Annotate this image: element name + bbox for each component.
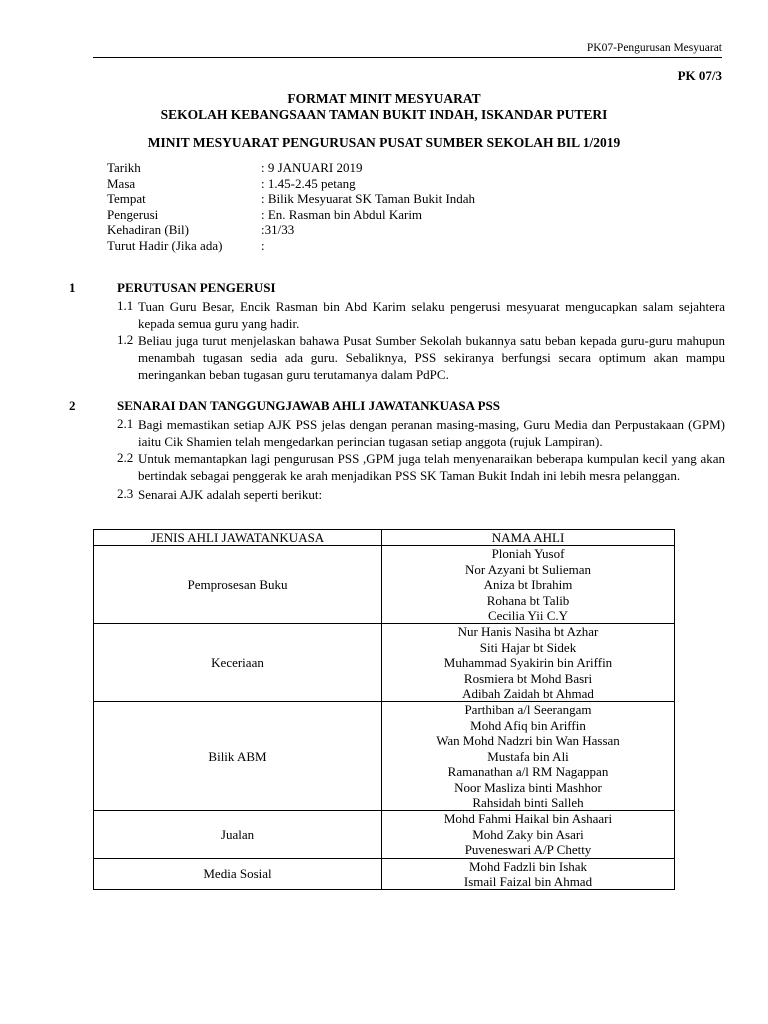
section-heading: [69, 398, 725, 414]
committee-category: Keceriaan: [94, 624, 382, 702]
member-name: Mohd Afiq bin Ariffin: [470, 717, 586, 733]
committee-category: Media Sosial: [94, 858, 382, 890]
section-number: 2: [69, 398, 76, 413]
member-name: Mohd Zaky bin Asari: [472, 826, 584, 842]
table-header-row: [94, 530, 675, 546]
meta-label: Kehadiran (Bil): [107, 222, 189, 237]
meta-value: : 9 JANUARI 2019: [261, 160, 363, 175]
member-name: Wan Mohd Nadzri bin Wan Hassan: [436, 733, 620, 749]
document-code: PK07-Pengurusan Mesyuarat: [586, 42, 722, 54]
member-name: Ramanathan a/l RM Nagappan: [447, 764, 609, 780]
title-line-1: FORMAT MINIT MESYUARAT: [287, 91, 481, 106]
section-heading: [69, 280, 725, 296]
agenda-item: [117, 486, 725, 503]
item-text: Bagi memastikan setiap AJK PSS jelas dengan peranan masing-masing, Guru Media dan Perpustakaan (GPM) iaitu Cik Shamien telah mengedarkan perincian tugasan setiap anggota (rujuk Lampiran).: [138, 417, 725, 449]
header-rule: [93, 57, 722, 58]
item-number: 1.2: [117, 332, 134, 347]
section-2: [69, 398, 725, 503]
title-line-2: SEKOLAH KEBANGSAAN TAMAN BUKIT INDAH, ISKANDAR PUTERI: [160, 107, 608, 122]
section-1: [69, 280, 725, 383]
member-name: Noor Masliza binti Mashhor: [454, 779, 602, 795]
meta-row-also-present: [107, 238, 475, 254]
committee-members: [382, 811, 675, 858]
meta-label: Pengerusi: [107, 206, 159, 222]
item-number: 2.2: [117, 450, 134, 465]
table-row: [94, 546, 675, 624]
document-titles: [0, 91, 768, 151]
meta-label: Turut Hadir (Jika ada): [107, 237, 223, 253]
meta-value: : 1.45-2.45 petang: [261, 175, 356, 191]
table-row: [94, 624, 675, 702]
meta-label: Masa: [107, 175, 136, 191]
column-header: JENIS AHLI JAWATANKUASA: [94, 530, 382, 546]
meta-value: : Bilik Mesyuarat SK Taman Bukit Indah: [261, 191, 476, 206]
item-number: 2.1: [117, 416, 134, 431]
item-text: Untuk memantapkan lagi pengurusan PSS ,GPM juga telah menyenaraikan beberapa kumpulan kecil yang akan bertindak sebagai penggerak ke arah menjadikan PSS SK Taman Bukit Indah ini lebih mesra pelanggan.: [138, 451, 725, 483]
agenda-item: [117, 450, 725, 484]
section-title: SENARAI DAN TANGGUNGJAWAB AHLI JAWATANKUASA PSS: [117, 398, 500, 413]
title-line-3: MINIT MESYUARAT PENGURUSAN PUSAT SUMBER SEKOLAH BIL 1/2019: [147, 135, 621, 150]
meta-row-date: [107, 160, 475, 176]
member-name: Mohd Fahmi Haikal bin Ashaari: [443, 811, 613, 827]
item-text: Senarai AJK adalah seperti berikut:: [138, 487, 323, 502]
meta-label: Tempat: [107, 191, 146, 206]
member-name: Mohd Fadzli bin Ishak: [468, 858, 588, 874]
committee-members: [382, 702, 675, 811]
meta-value: : En. Rasman bin Abdul Karim: [261, 206, 423, 222]
committee-members: [382, 858, 675, 890]
table-row: [94, 811, 675, 858]
agenda-item: [117, 298, 725, 332]
column-header: NAMA AHLI: [382, 530, 675, 546]
section-title: PERUTUSAN PENGERUSI: [117, 280, 276, 295]
agenda-item: [117, 332, 725, 383]
committee-category: Jualan: [94, 811, 382, 858]
section-number: 1: [69, 280, 76, 295]
member-name: Ploniah Yusof: [491, 546, 565, 562]
member-name: Nor Azyani bt Sulieman: [464, 561, 591, 577]
item-number: 2.3: [117, 486, 134, 501]
member-name: Siti Hajar bt Sidek: [479, 639, 577, 655]
committee-table: [93, 529, 675, 890]
meta-value: :: [261, 237, 265, 253]
member-name: Rahsidah binti Salleh: [472, 794, 584, 810]
member-name: Adibah Zaidah bt Ahmad: [462, 686, 594, 702]
member-name: Nur Hanis Nasiha bt Azhar: [457, 624, 599, 640]
item-text: Tuan Guru Besar, Encik Rasman bin Abd Karim selaku pengerusi mesyuarat mengucapkan salam sejahtera kepada semua guru yang hadir.: [138, 299, 725, 331]
item-number: 1.1: [117, 298, 134, 313]
member-name: Aniza bt Ibrahim: [483, 577, 573, 593]
meta-row-attendance: [107, 222, 475, 238]
agenda-item: [117, 416, 725, 450]
table-row: [94, 702, 675, 811]
committee-members: [382, 624, 675, 702]
member-name: Rosmiera bt Mohd Basri: [463, 670, 593, 686]
member-name: Cecilia Yii C.Y: [487, 608, 569, 624]
member-name: Rohana bt Talib: [486, 592, 570, 608]
member-name: Mustafa bin Ali: [487, 748, 569, 764]
meeting-details: [107, 160, 475, 253]
member-name: Muhammad Syakirin bin Ariffin: [443, 655, 613, 671]
committee-category: Pemprosesan Buku: [94, 546, 382, 624]
committee-category: Bilik ABM: [94, 702, 382, 811]
member-name: Puveneswari A/P Chetty: [464, 842, 592, 858]
meta-row-chair: [107, 207, 475, 223]
member-name: Ismail Faizal bin Ahmad: [463, 873, 593, 889]
meta-label: Tarikh: [107, 160, 141, 175]
meta-row-place: [107, 191, 475, 207]
item-text: Beliau juga turut menjelaskan bahawa Pusat Sumber Sekolah bukannya satu beban kepada guru-guru mahupun menambah tugasan sedia ada guru. Sebaliknya, PSS sekiranya berfungsi secara optimum akan mampu meringankan beban tugasan guru terutamanya dalam PdPC.: [138, 333, 725, 382]
form-reference: PK 07/3: [677, 68, 722, 83]
table-row: [94, 858, 675, 890]
member-name: Parthiban a/l Seerangam: [464, 702, 592, 718]
meta-row-time: [107, 176, 475, 192]
committee-members: [382, 546, 675, 624]
meta-value: :31/33: [261, 222, 295, 237]
